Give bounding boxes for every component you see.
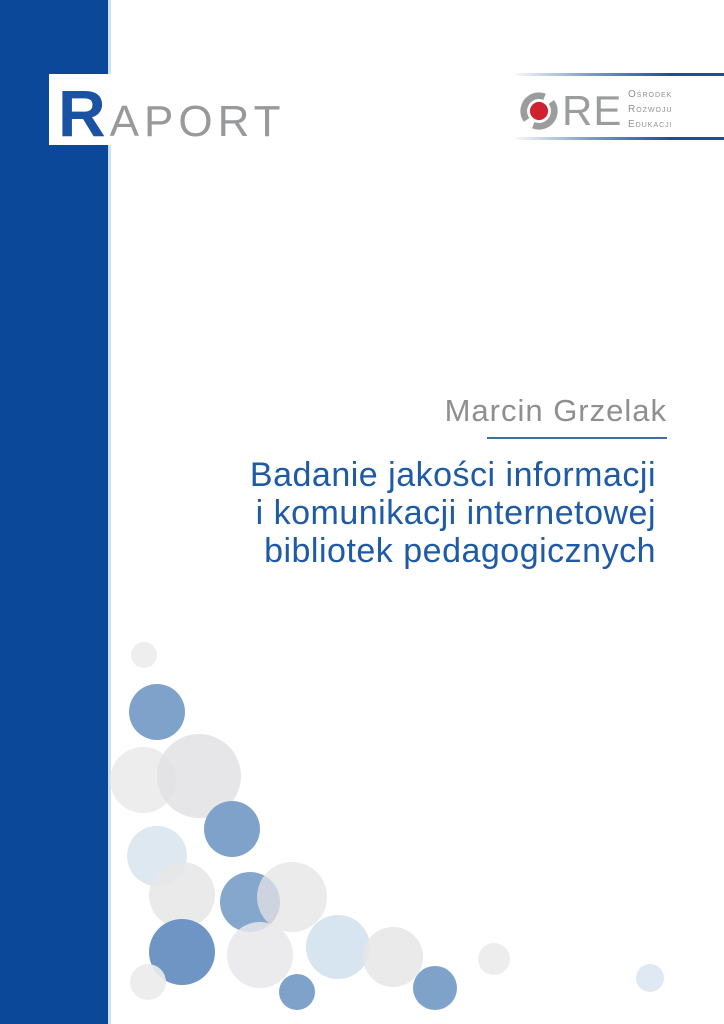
title-line-1: Badanie jakości informacji	[249, 456, 656, 494]
ore-org-name	[628, 87, 673, 132]
decoration-circle	[636, 964, 664, 992]
report-title	[250, 456, 656, 570]
author-underline	[487, 437, 667, 439]
ore-red-dot-icon	[530, 102, 548, 120]
org-line-1: Ośrodek	[628, 89, 673, 100]
org-line-2: Rozwoju	[628, 104, 673, 115]
raport-wordmark	[49, 74, 299, 150]
logo-bottom-rule	[515, 137, 724, 140]
decoration-circle	[306, 915, 370, 979]
decoration-circle	[131, 642, 157, 668]
decoration-circle	[204, 801, 260, 857]
title-line-3: bibliotek pedagogicznych	[264, 532, 656, 570]
decoration-circle	[130, 964, 166, 1000]
decoration-circle	[227, 922, 293, 988]
logo-top-rule	[515, 73, 724, 76]
decoration-circle	[279, 974, 315, 1010]
decoration-circle	[129, 684, 185, 740]
org-line-3: Edukacji	[628, 119, 673, 130]
raport-rest-letters: APORT	[109, 97, 286, 146]
decoration-circle	[478, 943, 510, 975]
ore-o-ring-icon	[518, 90, 560, 132]
ore-letters: RE	[562, 87, 623, 134]
author-name: Marcin Grzelak	[444, 393, 667, 428]
left-accent-bar	[0, 0, 111, 1024]
title-line-2: i komunikacji internetowej	[255, 494, 656, 532]
raport-initial-letter: R	[58, 76, 106, 150]
decoration-circle	[413, 966, 457, 1010]
